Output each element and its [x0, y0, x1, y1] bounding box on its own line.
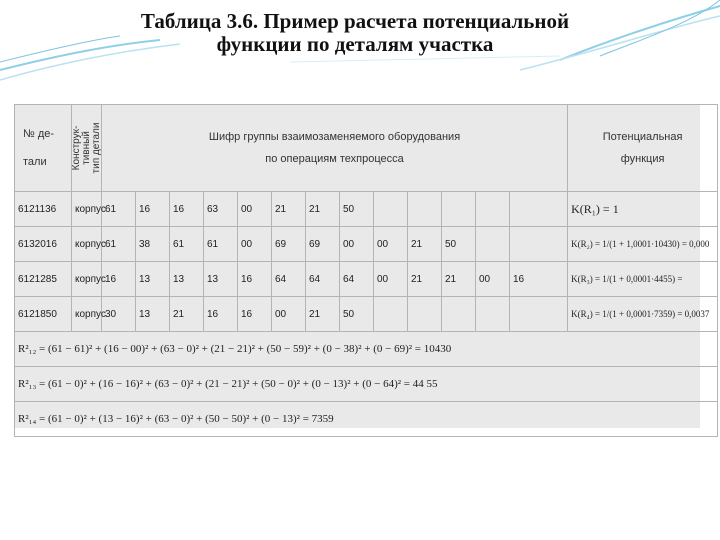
equipment-code-cell — [408, 297, 442, 332]
equipment-code-cell — [476, 297, 510, 332]
equipment-code-cell — [374, 297, 408, 332]
header-potential-function-line-2: функция — [620, 153, 665, 165]
equipment-code-cell: 16 — [102, 262, 136, 297]
table-body — [15, 192, 718, 332]
detail-number-cell: 6121850 — [15, 297, 72, 332]
equipment-code-cell: 50 — [340, 297, 374, 332]
equipment-code-cell: 13 — [204, 262, 238, 297]
equipment-code-cell: 64 — [272, 262, 306, 297]
equipment-code-cell: 16 — [136, 192, 170, 227]
slide-title — [90, 10, 620, 56]
equipment-code-cell: 00 — [238, 192, 272, 227]
header-detail-number — [15, 105, 72, 192]
header-construct-type-line-2: тивный — [80, 131, 92, 165]
equipment-code-cell: 21 — [306, 192, 340, 227]
equipment-code-cell — [442, 192, 476, 227]
equipment-code-cell: 61 — [170, 227, 204, 262]
equipment-code-cell: 21 — [306, 297, 340, 332]
equipment-code-cell: 50 — [442, 227, 476, 262]
potential-function-cell: K(R₄) = 1/(1 + 0,0001·7359) = 0,0037 — [568, 297, 718, 332]
equipment-code-cell: 13 — [136, 262, 170, 297]
header-detail-number-line-2: тали — [23, 156, 47, 168]
scanned-table-sheet — [14, 104, 710, 428]
header-potential-function-line-1: Потенциальная — [602, 131, 683, 143]
equipment-code-cell: 16 — [510, 262, 568, 297]
equipment-code-cell: 50 — [340, 192, 374, 227]
formula-row — [15, 367, 718, 402]
detail-number-cell: 6121136 — [15, 192, 72, 227]
equipment-code-cell — [510, 227, 568, 262]
equipment-code-cell — [476, 192, 510, 227]
header-construct-type-line-1: Конструк- — [70, 125, 82, 171]
header-detail-number-line-1: № де- — [23, 128, 55, 140]
equipment-code-cell: 13 — [136, 297, 170, 332]
equipment-code-cell: 21 — [408, 227, 442, 262]
equipment-code-cell: 61 — [102, 227, 136, 262]
equipment-code-cell: 16 — [170, 192, 204, 227]
equipment-code-cell — [476, 227, 510, 262]
formula-r13: R²₁₃ = (61 − 0)² + (16 − 16)² + (63 − 0)² + (21 − 21)² + (50 − 0)² + (0 − 13)² + (0 − 64)² = 44 55 — [15, 367, 718, 402]
equipment-code-cell: 16 — [238, 297, 272, 332]
header-construct-type-line-3: тип детали — [90, 122, 102, 174]
detail-type-cell: корпус — [72, 227, 102, 262]
equipment-code-cell: 64 — [306, 262, 340, 297]
potential-function-cell: K(R₁) = 1 — [568, 192, 718, 227]
equipment-code-cell: 21 — [170, 297, 204, 332]
header-construct-type — [72, 105, 102, 192]
potential-function-cell: K(R₂) = 1/(1 + 1,0001·10430) = 0,000 — [568, 227, 718, 262]
detail-type-cell: корпус — [72, 262, 102, 297]
table-row — [15, 227, 718, 262]
equipment-code-cell — [442, 297, 476, 332]
equipment-code-cell: 00 — [476, 262, 510, 297]
equipment-code-cell: 00 — [340, 227, 374, 262]
equipment-code-cell: 21 — [442, 262, 476, 297]
detail-number-cell: 6132016 — [15, 227, 72, 262]
equipment-code-cell: 64 — [340, 262, 374, 297]
equipment-code-cell: 61 — [204, 227, 238, 262]
equipment-code-cell: 21 — [272, 192, 306, 227]
equipment-code-cell: 00 — [272, 297, 306, 332]
equipment-code-cell: 21 — [408, 262, 442, 297]
equipment-code-cell — [510, 192, 568, 227]
equipment-code-cell: 00 — [374, 227, 408, 262]
equipment-code-cell — [510, 297, 568, 332]
equipment-code-cell: 69 — [306, 227, 340, 262]
equipment-code-cell — [374, 192, 408, 227]
equipment-code-cell: 69 — [272, 227, 306, 262]
table-row — [15, 297, 718, 332]
detail-number-cell: 6121285 — [15, 262, 72, 297]
detail-type-cell: корпус — [72, 192, 102, 227]
formula-rows — [15, 332, 718, 437]
equipment-code-cell: 63 — [204, 192, 238, 227]
formula-r12: R²₁₂ = (61 − 61)² + (16 − 00)² + (63 − 0)² + (21 − 21)² + (50 − 59)² + (0 − 38)² + (0 − 69)² = 10430 — [15, 332, 718, 367]
formula-row — [15, 332, 718, 367]
equipment-code-cell: 00 — [374, 262, 408, 297]
slide-title-line-1: Таблица 3.6. Пример расчета потенциальной — [140, 9, 570, 33]
potential-function-cell: K(R₃) = 1/(1 + 0,0001·4455) = — [568, 262, 718, 297]
equipment-code-cell: 13 — [170, 262, 204, 297]
header-equipment-code-line-1: Шифр группы взаимозаменяемого оборудования — [208, 131, 461, 143]
table-header-row — [15, 105, 718, 192]
table-row — [15, 262, 718, 297]
header-potential-function — [568, 105, 718, 192]
header-equipment-code-line-2: по операциям техпроцесса — [265, 153, 404, 165]
equipment-code-cell: 00 — [238, 227, 272, 262]
formula-row — [15, 402, 718, 437]
detail-type-cell: корпус — [72, 297, 102, 332]
header-equipment-code — [102, 105, 568, 192]
formula-r14: R²₁₄ = (61 − 0)² + (13 − 16)² + (63 − 0)² + (50 − 50)² + (0 − 13)² = 7359 — [15, 402, 718, 437]
table-row — [15, 192, 718, 227]
equipment-code-cell: 16 — [238, 262, 272, 297]
equipment-code-cell: 38 — [136, 227, 170, 262]
equipment-code-cell: 30 — [102, 297, 136, 332]
equipment-code-cell — [408, 192, 442, 227]
potential-function-table — [14, 104, 718, 437]
slide-title-line-2: функции по деталям участка — [216, 32, 494, 56]
equipment-code-cell: 16 — [204, 297, 238, 332]
equipment-code-cell: 61 — [102, 192, 136, 227]
